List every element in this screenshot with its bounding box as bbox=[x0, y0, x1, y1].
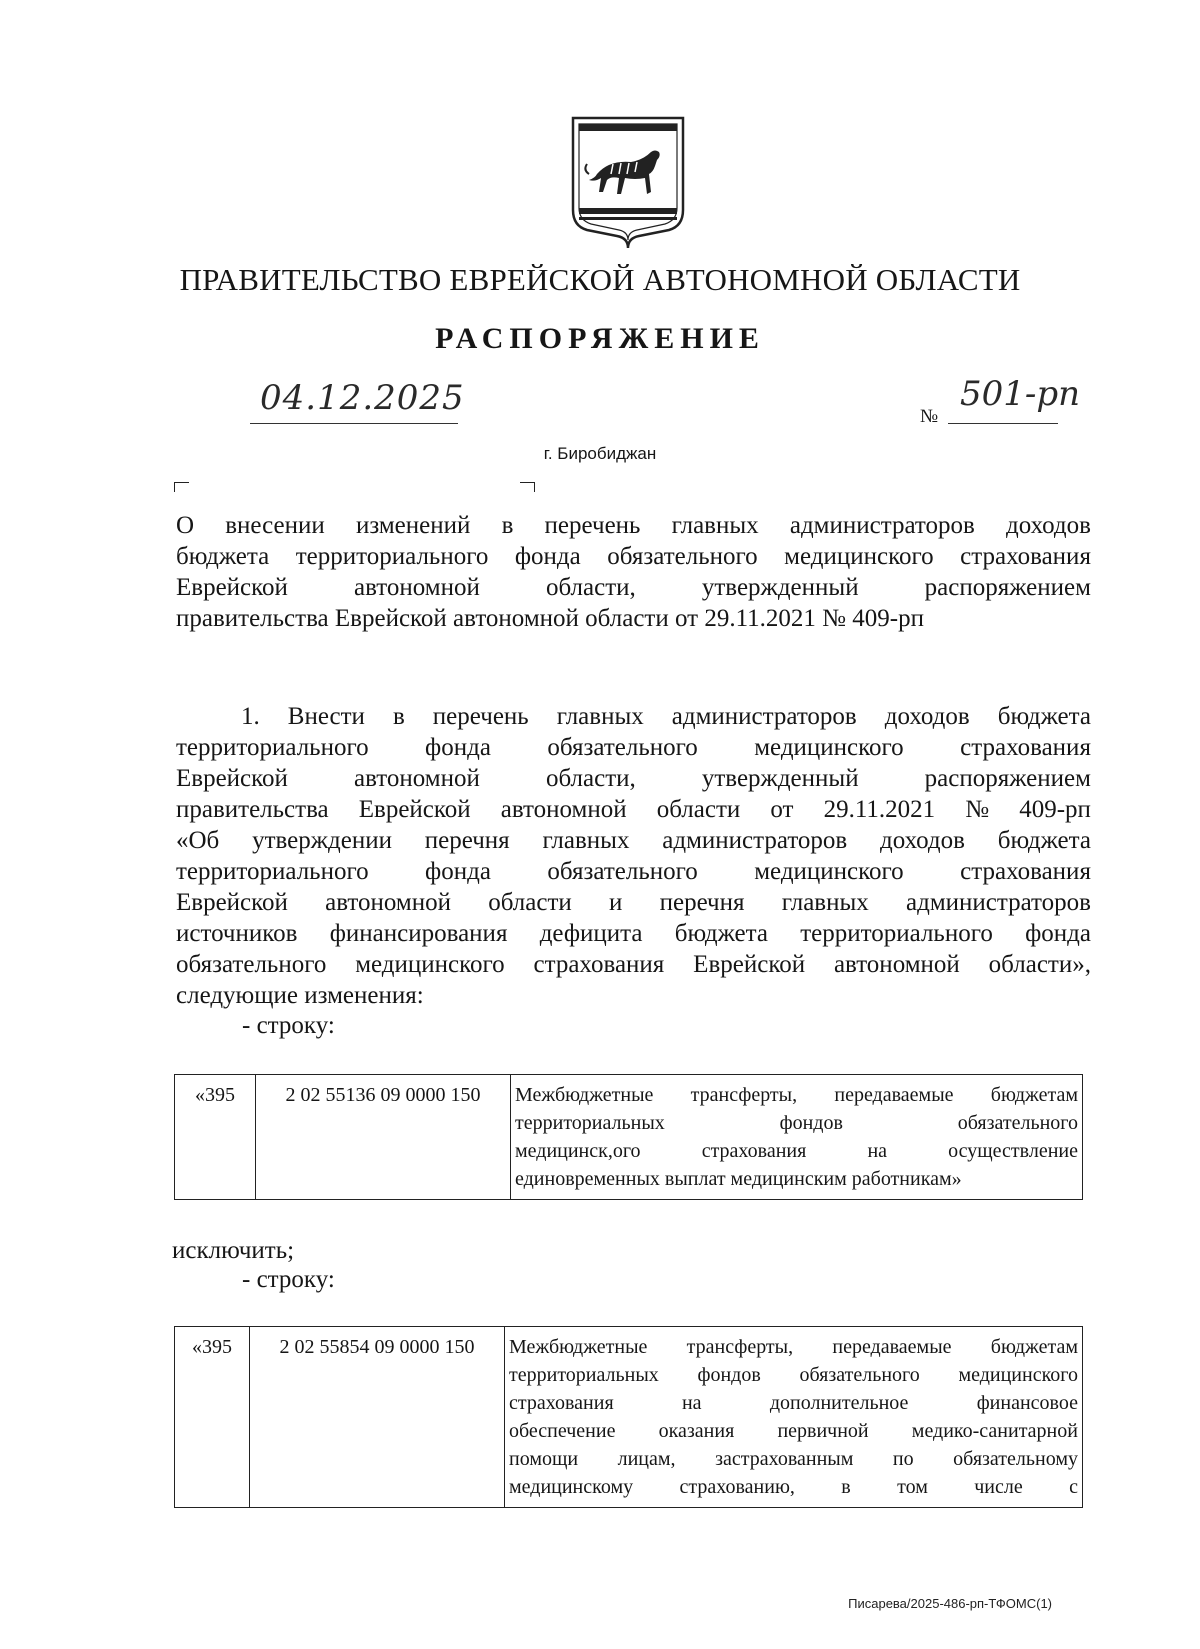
word: первичной bbox=[777, 1420, 869, 1442]
text-line bbox=[176, 572, 1091, 603]
row-kbk-cell: 2 02 55136 09 0000 150 bbox=[256, 1075, 511, 1200]
word: 1. bbox=[241, 703, 260, 730]
text-line bbox=[176, 510, 1091, 541]
word: обеспечение bbox=[509, 1420, 616, 1442]
word: фонда bbox=[514, 543, 581, 570]
word: застрахованным bbox=[715, 1448, 854, 1470]
text-line bbox=[176, 980, 1091, 1011]
exclude-text: исключить; bbox=[172, 1237, 295, 1264]
word: территориальных bbox=[509, 1364, 659, 1386]
word: автономной bbox=[325, 889, 451, 916]
word: № bbox=[965, 796, 990, 823]
word: дополнительное bbox=[769, 1392, 909, 1414]
word: по bbox=[892, 1448, 914, 1470]
word: автономной bbox=[354, 765, 480, 792]
word: финансирования bbox=[329, 920, 508, 947]
word: страхования bbox=[533, 951, 665, 978]
text-line bbox=[176, 856, 1091, 887]
word: перечня bbox=[424, 827, 510, 854]
row-code-cell: «395 bbox=[175, 1075, 256, 1200]
word: Еврейской bbox=[693, 951, 806, 978]
word: числе bbox=[974, 1476, 1023, 1498]
text-line bbox=[515, 1109, 1078, 1137]
word: фонда bbox=[1025, 920, 1091, 947]
word: страхованию, bbox=[679, 1476, 795, 1498]
word: передаваемые bbox=[834, 1084, 954, 1106]
row-description-cell bbox=[505, 1327, 1083, 1508]
word: перечень bbox=[544, 512, 641, 539]
word: помощи bbox=[509, 1448, 579, 1470]
word: и bbox=[609, 889, 623, 916]
word: утвержденный bbox=[701, 574, 859, 601]
document-title bbox=[176, 510, 1091, 634]
word: медицинского bbox=[784, 543, 934, 570]
word: территориальных bbox=[515, 1112, 665, 1134]
word: администраторов bbox=[671, 703, 857, 730]
word: области», bbox=[988, 951, 1091, 978]
word: Внести bbox=[287, 703, 365, 730]
word: Еврейской bbox=[176, 889, 288, 916]
table-row bbox=[175, 1075, 1083, 1200]
word: том bbox=[897, 1476, 928, 1498]
word: администраторов bbox=[662, 827, 848, 854]
word: утверждении bbox=[252, 827, 392, 854]
word: территориального bbox=[800, 920, 993, 947]
word: О bbox=[176, 512, 195, 539]
text-line bbox=[176, 732, 1091, 763]
word: правительства bbox=[176, 796, 329, 823]
word: Еврейской bbox=[358, 796, 471, 823]
word: следующие изменения: bbox=[176, 982, 424, 1009]
word: автономной bbox=[354, 574, 480, 601]
word: обязательного bbox=[547, 734, 698, 761]
word: страхования bbox=[960, 858, 1091, 885]
text-line bbox=[176, 794, 1091, 825]
word: страхования bbox=[960, 543, 1091, 570]
word: главных bbox=[781, 889, 869, 916]
word: главных bbox=[542, 827, 630, 854]
word: в bbox=[841, 1476, 851, 1498]
paragraph-1 bbox=[176, 701, 1091, 1011]
word: на bbox=[681, 1392, 702, 1414]
word: главных bbox=[556, 703, 644, 730]
word: распоряжением bbox=[924, 765, 1091, 792]
word: главных bbox=[671, 512, 759, 539]
word: обязательного bbox=[799, 1364, 920, 1386]
word: внесении bbox=[225, 512, 325, 539]
word: бюджета bbox=[997, 827, 1091, 854]
word: трансферты, bbox=[690, 1084, 798, 1106]
word: изменений bbox=[355, 512, 471, 539]
word: администраторов bbox=[906, 889, 1091, 916]
word: утвержденный bbox=[701, 765, 859, 792]
text-line bbox=[515, 1137, 1078, 1165]
word: 29.11.2021 bbox=[823, 796, 936, 823]
word: в bbox=[501, 512, 514, 539]
date-underline bbox=[250, 423, 458, 424]
word: территориального bbox=[176, 858, 369, 885]
word: медицинск,ого bbox=[515, 1140, 641, 1162]
number-underline bbox=[948, 423, 1058, 424]
word: медицинского bbox=[754, 858, 904, 885]
text-line bbox=[176, 949, 1091, 980]
document-type: РАСПОРЯЖЕНИЕ bbox=[435, 322, 765, 355]
word: перечня bbox=[659, 889, 745, 916]
word: перечень bbox=[432, 703, 529, 730]
footer-reference: Писарева/2025-486-рп-ТФОМС(1) bbox=[848, 1596, 1052, 1611]
word: доходов bbox=[884, 703, 970, 730]
text-line bbox=[509, 1333, 1078, 1361]
word: медицинского bbox=[754, 734, 904, 761]
word: обязательного bbox=[607, 543, 758, 570]
word: обязательного bbox=[957, 1112, 1078, 1134]
text-line bbox=[176, 541, 1091, 572]
word: правительства Еврейской автономной области от 29.11.2021 № 409-рп bbox=[176, 605, 924, 632]
word: Межбюджетные bbox=[509, 1336, 648, 1358]
budget-row-table-1 bbox=[174, 1074, 1083, 1200]
text-line bbox=[509, 1389, 1078, 1417]
word: оказания bbox=[658, 1420, 735, 1442]
word: фонда bbox=[425, 734, 491, 761]
text-line bbox=[176, 887, 1091, 918]
word: бюджетам bbox=[990, 1336, 1078, 1358]
word: обязательного bbox=[547, 858, 698, 885]
word: на bbox=[867, 1140, 888, 1162]
word: 409-рп bbox=[1019, 796, 1091, 823]
word: с bbox=[1069, 1476, 1078, 1498]
word: трансферты, bbox=[686, 1336, 794, 1358]
coat-of-arms-emblem bbox=[569, 114, 687, 250]
word: области bbox=[656, 796, 741, 823]
text-line bbox=[509, 1417, 1078, 1445]
word: обязательному bbox=[953, 1448, 1078, 1470]
word: распоряжением bbox=[924, 574, 1091, 601]
word: медицинского bbox=[355, 951, 505, 978]
text-line bbox=[509, 1445, 1078, 1473]
government-name: ПРАВИТЕЛЬСТВО ЕВРЕЙСКОЙ АВТОНОМНОЙ ОБЛАСТИ bbox=[179, 262, 1021, 297]
title-corner-right bbox=[520, 482, 535, 492]
word: области, bbox=[545, 765, 636, 792]
word: осуществление bbox=[948, 1140, 1078, 1162]
title-corner-left bbox=[174, 482, 189, 492]
word: обязательного bbox=[176, 951, 327, 978]
word: от bbox=[770, 796, 794, 823]
word: дефицита bbox=[539, 920, 643, 947]
handwritten-number: 501-рп bbox=[960, 374, 1081, 414]
text-line bbox=[509, 1473, 1078, 1501]
word: бюджетам bbox=[990, 1084, 1078, 1106]
word: области bbox=[488, 889, 572, 916]
text-line bbox=[515, 1165, 1078, 1193]
tiger-emblem-icon bbox=[569, 114, 687, 250]
dash-line-2: - строку: bbox=[242, 1266, 335, 1293]
word: фондов bbox=[779, 1112, 843, 1134]
word: автономной bbox=[833, 951, 960, 978]
row-kbk-cell: 2 02 55854 09 0000 150 bbox=[250, 1327, 505, 1508]
text-line bbox=[176, 763, 1091, 794]
word: администраторов bbox=[789, 512, 975, 539]
word: страхования bbox=[509, 1392, 614, 1414]
word: территориального bbox=[176, 734, 369, 761]
word: территориального bbox=[295, 543, 489, 570]
dash-line-1: - строку: bbox=[242, 1012, 335, 1039]
word: единовременных выплат медицинским работникам» bbox=[515, 1168, 962, 1190]
word: источников bbox=[176, 920, 298, 947]
word: медицинского bbox=[958, 1364, 1078, 1386]
word: «Об bbox=[176, 827, 220, 854]
word: Еврейской bbox=[176, 574, 288, 601]
text-line bbox=[176, 918, 1091, 949]
word: передаваемые bbox=[832, 1336, 952, 1358]
word: бюджета bbox=[176, 543, 270, 570]
word: Еврейской bbox=[176, 765, 288, 792]
number-label: № bbox=[920, 406, 939, 427]
row-description-cell bbox=[511, 1075, 1083, 1200]
text-line bbox=[509, 1361, 1078, 1389]
handwritten-date: 04.12.2025 bbox=[260, 378, 465, 418]
word: доходов bbox=[880, 827, 965, 854]
city-name: г. Биробиджан bbox=[543, 444, 657, 463]
table-row bbox=[175, 1327, 1083, 1508]
word: в bbox=[392, 703, 405, 730]
word: страхования bbox=[701, 1140, 807, 1162]
text-line bbox=[176, 603, 1091, 634]
word: Межбюджетные bbox=[515, 1084, 654, 1106]
word: медико-санитарной bbox=[911, 1420, 1078, 1442]
text-line bbox=[176, 825, 1091, 856]
word: автономной bbox=[500, 796, 627, 823]
text-line bbox=[515, 1081, 1078, 1109]
word: страхования bbox=[960, 734, 1091, 761]
word: бюджета bbox=[674, 920, 768, 947]
word: финансовое bbox=[976, 1392, 1078, 1414]
budget-row-table-2 bbox=[174, 1326, 1083, 1508]
word: лицам, bbox=[617, 1448, 676, 1470]
row-code-cell: «395 bbox=[175, 1327, 250, 1508]
word: бюджета bbox=[997, 703, 1091, 730]
text-line bbox=[176, 701, 1091, 732]
word: области, bbox=[545, 574, 636, 601]
word: фонда bbox=[425, 858, 491, 885]
word: фондов bbox=[697, 1364, 761, 1386]
word: медицинскому bbox=[509, 1476, 634, 1498]
word: доходов bbox=[1005, 512, 1091, 539]
